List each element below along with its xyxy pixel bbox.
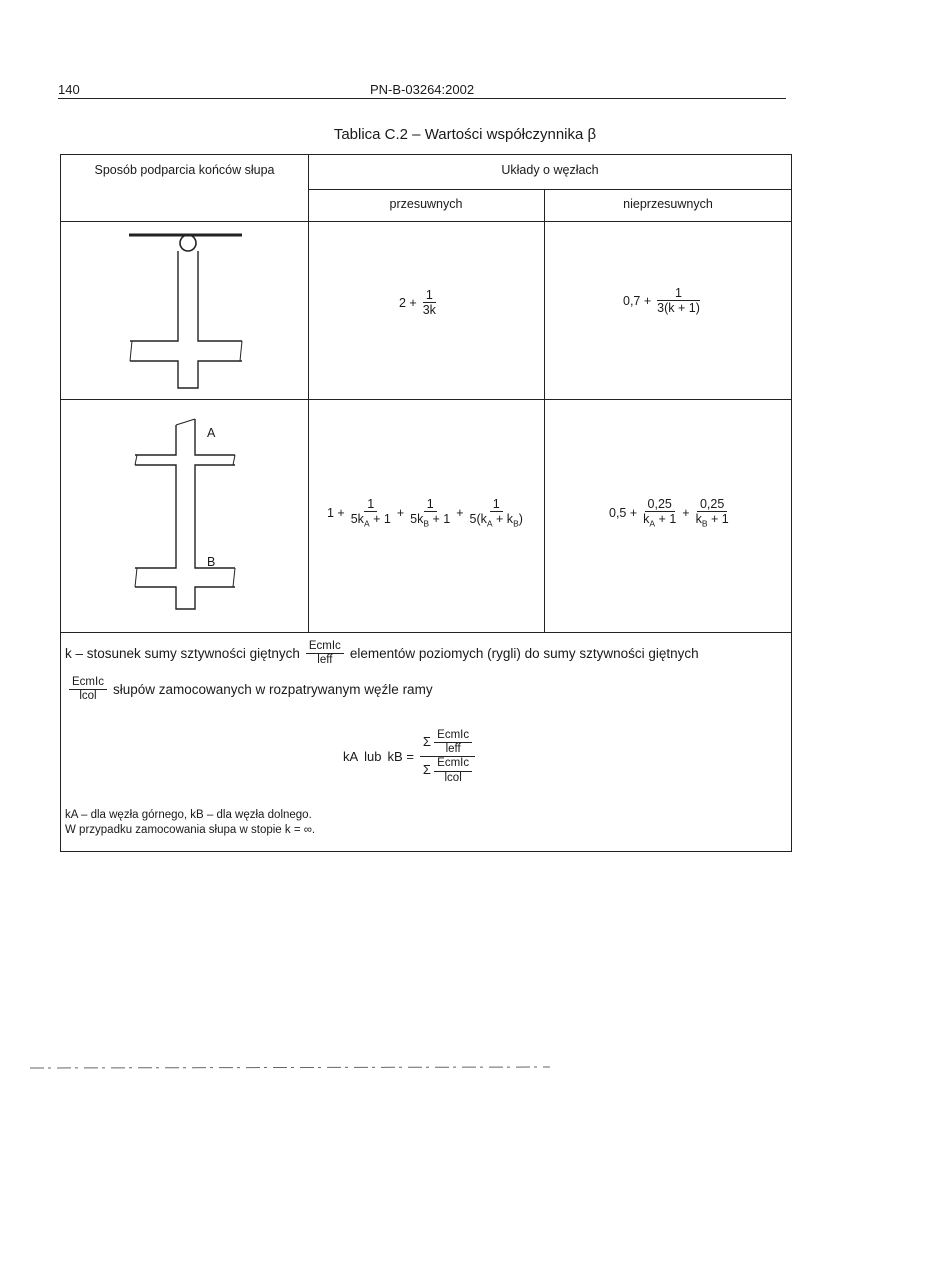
frac-den: 3k xyxy=(422,303,436,318)
fraction-term-2 xyxy=(407,497,453,530)
plus-sign: + xyxy=(456,506,464,521)
formula-lead: 2 + xyxy=(399,295,417,310)
frac-num: EcmIc xyxy=(306,640,344,654)
header-systems: Układy o węzłach xyxy=(501,163,599,177)
den-tail: + 1 xyxy=(429,512,451,527)
fraction-term-1 xyxy=(348,497,394,530)
fraction xyxy=(654,286,703,316)
frac-num: 1 xyxy=(490,497,503,512)
fraction-k xyxy=(420,729,475,785)
k-def-start: k – stosunek sumy sztywności giętnych xyxy=(65,646,300,662)
den-tail: + 1 xyxy=(655,512,677,527)
frac-num: 1 xyxy=(364,497,377,512)
fraction-ecm-lcol xyxy=(69,676,107,703)
fraction-term-3 xyxy=(467,497,526,530)
grid-header-bottom xyxy=(61,221,792,222)
lub-word: lub xyxy=(364,749,382,765)
den-tail: + 1 xyxy=(707,512,729,527)
fraction-term-2 xyxy=(693,497,732,530)
beta-symbol: β xyxy=(587,126,597,143)
frac-den xyxy=(693,512,732,529)
den-sub: A xyxy=(363,518,370,529)
plus-sign: + xyxy=(396,506,405,521)
frac-num: EcmIc xyxy=(434,757,472,771)
frac-num: 0,25 xyxy=(697,497,727,512)
standard-code: PN-B-03264:2002 xyxy=(370,82,475,97)
den-part: k xyxy=(695,512,702,527)
grid-row2-bottom xyxy=(61,632,792,633)
node-a-label: A xyxy=(207,426,216,440)
formula-lead: 0,5 + xyxy=(609,506,638,521)
sigma-symbol: Σ xyxy=(422,733,431,749)
inner-fraction xyxy=(434,729,472,756)
grid-header-split xyxy=(308,189,792,190)
figure-roller-column xyxy=(121,223,251,393)
den-tail: ) xyxy=(518,512,523,527)
ka-symbol: kA xyxy=(343,749,359,765)
k-definition-line-2 xyxy=(69,676,433,703)
header-support: Sposób podparcia końców słupa xyxy=(94,163,275,177)
frac-den xyxy=(348,512,394,529)
header-nonsway: nieprzesuwnych xyxy=(623,197,713,211)
node-b-label: B xyxy=(207,555,216,569)
header-sway: przesuwnych xyxy=(389,197,463,211)
den-tail: + 1 xyxy=(369,512,391,527)
k-def-end: słupów zamocowanych w rozpatrywanym węźle ramy xyxy=(112,682,433,698)
frac-den: lcol xyxy=(79,690,97,703)
scan-artifact-line xyxy=(30,1062,570,1074)
coefficient-table xyxy=(60,154,792,852)
formula-row2-nonsway xyxy=(609,497,732,530)
plus-sign: + xyxy=(682,506,690,521)
sigma-symbol: Σ xyxy=(422,762,431,778)
frac-num: EcmIc xyxy=(434,729,472,743)
footnote-nodes: kA – dla węzła górnego, kB – dla węzła dolnego. xyxy=(65,809,312,821)
table-title xyxy=(0,126,930,143)
fraction-ecm-leff xyxy=(306,640,344,667)
frac-den: leff xyxy=(445,743,461,756)
den-part: k xyxy=(643,512,650,527)
k-formula xyxy=(343,729,475,785)
fraction xyxy=(420,288,439,318)
formula-row2-sway xyxy=(327,497,526,530)
frac-num: 0,25 xyxy=(645,497,675,512)
fraction-term-1 xyxy=(640,497,679,530)
den-mid: + k xyxy=(492,512,514,527)
grid-col-divider-2 xyxy=(544,190,545,632)
den-sub: B xyxy=(513,518,519,529)
formula-row1-sway xyxy=(399,288,439,318)
formula-row1-nonsway xyxy=(623,286,703,316)
k-definition-line-1 xyxy=(65,640,699,667)
table-title-label: Tablica C.2 – Wartości współczynnika xyxy=(333,126,584,143)
den-sub: A xyxy=(649,518,656,529)
frac-den: 3(k + 1) xyxy=(657,301,700,316)
frac-den: leff xyxy=(317,654,333,667)
den-part: 5k xyxy=(350,512,364,527)
frac-num: 1 xyxy=(424,497,437,512)
inner-fraction xyxy=(434,757,472,784)
kb-symbol: kB = xyxy=(387,749,414,765)
den-sub: B xyxy=(701,518,708,529)
grid-col-divider-1 xyxy=(308,155,309,632)
den-sub: A xyxy=(486,518,493,529)
frac-den xyxy=(640,512,679,529)
footnote-fixed-base: W przypadku zamocowania słupa w stopie k = ∞. xyxy=(65,824,316,836)
formula-lead: 1 + xyxy=(327,506,345,521)
frac-den xyxy=(467,512,526,529)
grid-row1-bottom xyxy=(61,399,792,400)
frac-num xyxy=(420,729,475,757)
den-sub: B xyxy=(423,518,429,529)
frac-num: EcmIc xyxy=(69,676,107,690)
den-part: 5k xyxy=(410,512,424,527)
formula-lead: 0,7 + xyxy=(623,293,652,308)
frac-num: 1 xyxy=(657,286,700,301)
header-rule xyxy=(58,98,786,99)
frac-num: 1 xyxy=(423,288,436,303)
frac-den xyxy=(420,757,475,784)
den-part: 5(k xyxy=(469,512,487,527)
page-number: 140 xyxy=(58,82,80,97)
frac-den xyxy=(407,512,453,529)
frac-den: lcol xyxy=(444,771,462,784)
figure-frame-column xyxy=(131,415,251,615)
k-def-mid: elementów poziomych (rygli) do sumy sztywności giętnych xyxy=(349,646,699,662)
